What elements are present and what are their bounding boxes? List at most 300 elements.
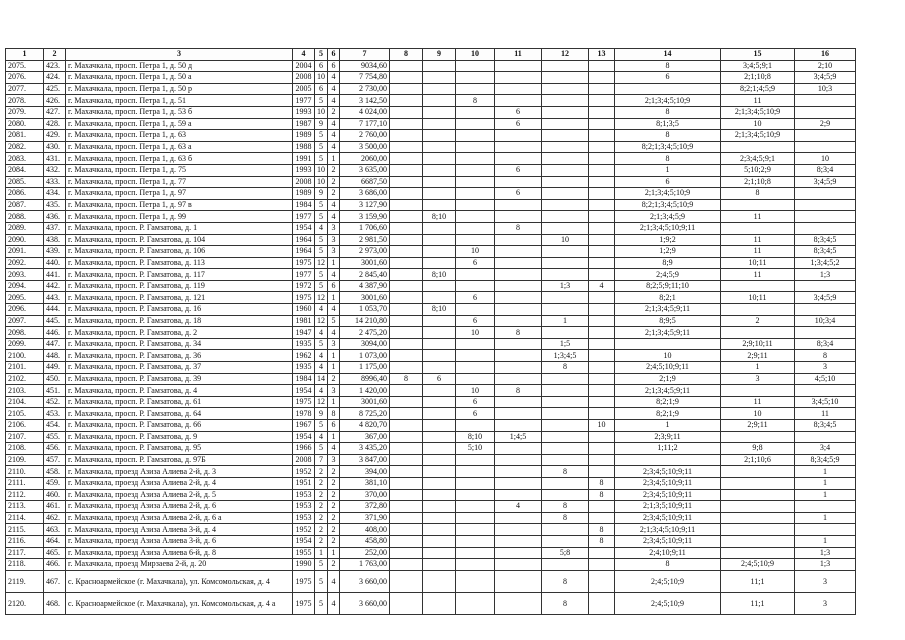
cell-area: 3 159,90: [340, 211, 390, 223]
cell-col-9: [423, 164, 456, 176]
cell-col-14: 8: [615, 60, 721, 72]
table-row: [6, 454, 856, 466]
cell-col-13: [589, 292, 615, 304]
cell-floors: 6: [315, 83, 328, 95]
cell-col-8: [390, 524, 423, 536]
cell-entrances: 4: [328, 570, 340, 592]
cell-col-12: [542, 431, 589, 443]
column-header-4: 4: [293, 49, 315, 61]
cell-col-10: [456, 164, 495, 176]
cell-reg-number: 2110.: [6, 466, 44, 478]
cell-col-10: [456, 524, 495, 536]
cell-col-14: 2;1;3;4;5;10;9;11: [615, 524, 721, 536]
cell-col-12: 8: [542, 362, 589, 374]
cell-col-9: 8;10: [423, 304, 456, 316]
cell-reg-number: 2120.: [6, 592, 44, 614]
cell-reg-number: 2084.: [6, 164, 44, 176]
cell-col-13: [589, 176, 615, 188]
cell-reg-number: 2097.: [6, 315, 44, 327]
cell-col-10: [456, 141, 495, 153]
cell-entrances: 2: [328, 106, 340, 118]
cell-col-10: 6: [456, 315, 495, 327]
cell-col-14: 8;2;1;3;4;5;10;9: [615, 141, 721, 153]
cell-col-15: 5;10;2;9: [721, 164, 795, 176]
cell-area: 372,80: [340, 501, 390, 513]
cell-col-10: 10: [456, 246, 495, 258]
cell-col-16: [795, 304, 856, 316]
cell-col-12: 8: [542, 466, 589, 478]
cell-col-16: 3;4;5;9: [795, 292, 856, 304]
cell-col-11: [495, 95, 542, 107]
cell-address: г. Махачкала, проезд Азиза Алиева 2-й, д. 3: [66, 466, 293, 478]
cell-col-9: [423, 222, 456, 234]
cell-col-11: 8: [495, 327, 542, 339]
cell-area: 2 760,00: [340, 130, 390, 142]
cell-local-number: 454.: [44, 420, 66, 432]
cell-col-12: [542, 269, 589, 281]
cell-col-14: 2;1;3;4;5;9;11: [615, 385, 721, 397]
cell-col-10: [456, 176, 495, 188]
cell-col-12: [542, 106, 589, 118]
cell-entrances: 3: [328, 234, 340, 246]
cell-address: г. Махачкала, просп. Петра 1, д. 77: [66, 176, 293, 188]
cell-local-number: 444.: [44, 304, 66, 316]
cell-col-15: [721, 385, 795, 397]
cell-year: 1967: [293, 420, 315, 432]
cell-col-14: [615, 83, 721, 95]
cell-col-13: [589, 512, 615, 524]
cell-reg-number: 2086.: [6, 188, 44, 200]
cell-col-12: [542, 95, 589, 107]
cell-floors: 2: [315, 524, 328, 536]
cell-col-10: 6: [456, 396, 495, 408]
cell-col-12: [542, 327, 589, 339]
cell-entrances: 3: [328, 246, 340, 258]
cell-area: 3 660,00: [340, 570, 390, 592]
cell-col-11: [495, 489, 542, 501]
cell-col-16: 3;4;5;9: [795, 72, 856, 84]
cell-local-number: 455.: [44, 431, 66, 443]
cell-area: 9034,60: [340, 60, 390, 72]
cell-col-8: [390, 176, 423, 188]
cell-col-13: [589, 570, 615, 592]
cell-col-16: 1: [795, 466, 856, 478]
cell-local-number: 448.: [44, 350, 66, 362]
cell-col-13: 8: [589, 477, 615, 489]
cell-year: 1988: [293, 141, 315, 153]
table-row: [6, 570, 856, 592]
cell-col-16: [795, 199, 856, 211]
column-header-8: 8: [390, 49, 423, 61]
cell-col-12: [542, 83, 589, 95]
cell-area: 8996,40: [340, 373, 390, 385]
cell-col-14: 6: [615, 72, 721, 84]
cell-col-10: [456, 211, 495, 223]
cell-year: 1977: [293, 211, 315, 223]
cell-col-12: [542, 304, 589, 316]
cell-col-10: 10: [456, 327, 495, 339]
cell-area: 394,00: [340, 466, 390, 478]
cell-col-9: [423, 408, 456, 420]
cell-col-16: 8: [795, 350, 856, 362]
cell-address: г. Махачкала, просп. Р. Гамзатова, д. 39: [66, 373, 293, 385]
cell-area: 2 981,50: [340, 234, 390, 246]
cell-floors: 4: [315, 431, 328, 443]
cell-col-9: [423, 315, 456, 327]
cell-local-number: 467.: [44, 570, 66, 592]
cell-col-15: 2;9;10;11: [721, 338, 795, 350]
cell-col-11: [495, 535, 542, 547]
cell-col-14: 2;4;5;9: [615, 269, 721, 281]
cell-col-10: [456, 118, 495, 130]
cell-col-15: 11: [721, 396, 795, 408]
cell-col-15: [721, 304, 795, 316]
table-row: [6, 118, 856, 130]
cell-address: г. Махачкала, просп. Р. Гамзатова, д. 18: [66, 315, 293, 327]
cell-col-12: [542, 396, 589, 408]
cell-col-9: [423, 199, 456, 211]
cell-col-15: 2;1;3;4;5;10;9: [721, 106, 795, 118]
cell-col-15: 2;4;5;10;9: [721, 559, 795, 571]
cell-year: 1990: [293, 559, 315, 571]
column-header-6: 6: [328, 49, 340, 61]
cell-col-11: 6: [495, 164, 542, 176]
cell-col-8: [390, 547, 423, 559]
cell-floors: 5: [315, 130, 328, 142]
cell-reg-number: 2095.: [6, 292, 44, 304]
column-header-15: 15: [721, 49, 795, 61]
cell-col-8: [390, 477, 423, 489]
cell-floors: 5: [315, 443, 328, 455]
cell-col-12: [542, 373, 589, 385]
cell-col-11: [495, 512, 542, 524]
cell-col-12: 10: [542, 234, 589, 246]
cell-col-9: [423, 141, 456, 153]
cell-col-14: 2;1;3;4;5;9;11: [615, 327, 721, 339]
cell-col-15: [721, 524, 795, 536]
table-row: [6, 362, 856, 374]
cell-col-11: [495, 234, 542, 246]
cell-col-16: 1;3: [795, 559, 856, 571]
cell-col-9: [423, 454, 456, 466]
table-row: [6, 559, 856, 571]
cell-col-8: [390, 269, 423, 281]
cell-col-16: 11: [795, 408, 856, 420]
cell-year: 1972: [293, 280, 315, 292]
cell-area: 4 024,00: [340, 106, 390, 118]
table-row: [6, 188, 856, 200]
cell-local-number: 449.: [44, 362, 66, 374]
cell-col-9: [423, 524, 456, 536]
cell-col-15: [721, 477, 795, 489]
table-row: [6, 141, 856, 153]
cell-col-8: [390, 535, 423, 547]
cell-area: 3094,00: [340, 338, 390, 350]
cell-col-9: [423, 130, 456, 142]
cell-col-11: [495, 292, 542, 304]
cell-col-10: [456, 60, 495, 72]
cell-local-number: 435.: [44, 199, 66, 211]
cell-floors: 1: [315, 547, 328, 559]
cell-local-number: 457.: [44, 454, 66, 466]
cell-col-15: 2;1;10;8: [721, 72, 795, 84]
cell-entrances: 2: [328, 164, 340, 176]
cell-col-16: 10: [795, 153, 856, 165]
cell-floors: 4: [315, 385, 328, 397]
cell-col-16: [795, 327, 856, 339]
cell-col-9: [423, 292, 456, 304]
cell-col-10: [456, 592, 495, 614]
cell-col-16: 3: [795, 570, 856, 592]
cell-col-11: [495, 466, 542, 478]
cell-col-9: [423, 83, 456, 95]
cell-address: г. Махачкала, просп. Р. Гамзатова, д. 34: [66, 338, 293, 350]
cell-col-8: [390, 466, 423, 478]
cell-local-number: 450.: [44, 373, 66, 385]
cell-col-10: [456, 304, 495, 316]
cell-year: 1952: [293, 466, 315, 478]
cell-col-11: [495, 420, 542, 432]
cell-col-16: [795, 501, 856, 513]
cell-local-number: 465.: [44, 547, 66, 559]
cell-reg-number: 2102.: [6, 373, 44, 385]
table-row: [6, 477, 856, 489]
cell-year: 1935: [293, 362, 315, 374]
cell-col-11: 8: [495, 222, 542, 234]
cell-col-14: 8;2;5;9;11;10: [615, 280, 721, 292]
cell-reg-number: 2114.: [6, 512, 44, 524]
cell-entrances: 4: [328, 443, 340, 455]
cell-col-15: [721, 547, 795, 559]
table-row: [6, 466, 856, 478]
cell-year: 1951: [293, 477, 315, 489]
cell-address: г. Махачкала, просп. Р. Гамзатова, д. 16: [66, 304, 293, 316]
cell-col-14: 2;4;5;10;9: [615, 570, 721, 592]
cell-floors: 4: [315, 304, 328, 316]
cell-col-8: [390, 350, 423, 362]
cell-entrances: 2: [328, 176, 340, 188]
cell-col-9: [423, 234, 456, 246]
cell-local-number: 466.: [44, 559, 66, 571]
cell-col-9: [423, 257, 456, 269]
cell-col-16: [795, 106, 856, 118]
cell-year: 1964: [293, 246, 315, 258]
cell-col-12: [542, 454, 589, 466]
cell-col-9: [423, 512, 456, 524]
cell-col-14: 1;9;2: [615, 234, 721, 246]
cell-col-13: [589, 222, 615, 234]
cell-col-13: [589, 454, 615, 466]
table-row: [6, 592, 856, 614]
cell-year: 1975: [293, 292, 315, 304]
cell-col-9: 8;10: [423, 269, 456, 281]
cell-col-15: [721, 141, 795, 153]
cell-col-14: 10: [615, 350, 721, 362]
cell-local-number: 438.: [44, 234, 66, 246]
cell-floors: 9: [315, 408, 328, 420]
cell-col-9: [423, 350, 456, 362]
cell-col-10: 6: [456, 408, 495, 420]
cell-reg-number: 2082.: [6, 141, 44, 153]
cell-col-8: [390, 130, 423, 142]
cell-col-9: [423, 420, 456, 432]
cell-address: г. Махачкала, просп. Р. Гамзатова, д. 64: [66, 408, 293, 420]
cell-year: 1989: [293, 188, 315, 200]
cell-col-14: 8: [615, 153, 721, 165]
cell-col-13: [589, 246, 615, 258]
cell-local-number: 442.: [44, 280, 66, 292]
cell-reg-number: 2085.: [6, 176, 44, 188]
cell-floors: 10: [315, 72, 328, 84]
cell-col-10: [456, 547, 495, 559]
cell-col-10: [456, 570, 495, 592]
cell-address: г. Махачкала, просп. Петра 1, д. 99: [66, 211, 293, 223]
cell-area: 8 725,20: [340, 408, 390, 420]
cell-col-13: [589, 118, 615, 130]
cell-col-14: 2;3;9;11: [615, 431, 721, 443]
cell-col-16: 3: [795, 362, 856, 374]
cell-col-14: 2;1;9: [615, 373, 721, 385]
cell-area: 2 730,00: [340, 83, 390, 95]
cell-address: г. Махачкала, просп. Р. Гамзатова, д. 106: [66, 246, 293, 258]
cell-col-13: [589, 257, 615, 269]
cell-col-9: [423, 188, 456, 200]
table-row: [6, 199, 856, 211]
cell-col-15: 11: [721, 269, 795, 281]
cell-address: г. Махачкала, просп. Р. Гамзатова, д. 1: [66, 222, 293, 234]
cell-col-15: 2;9;11: [721, 350, 795, 362]
cell-col-11: [495, 570, 542, 592]
table-row: [6, 280, 856, 292]
cell-floors: 2: [315, 501, 328, 513]
cell-year: 1952: [293, 524, 315, 536]
cell-entrances: 2: [328, 512, 340, 524]
cell-col-14: 2;4;5;10;9;11: [615, 362, 721, 374]
cell-address: г. Махачкала, проезд Азиза Алиева 2-й, д. 5: [66, 489, 293, 501]
cell-col-15: 10;11: [721, 257, 795, 269]
cell-reg-number: 2109.: [6, 454, 44, 466]
cell-col-11: [495, 246, 542, 258]
cell-floors: 5: [315, 559, 328, 571]
cell-entrances: 1: [328, 292, 340, 304]
cell-col-16: 10;3;4: [795, 315, 856, 327]
table-row: [6, 535, 856, 547]
cell-col-15: 10: [721, 408, 795, 420]
cell-col-10: [456, 130, 495, 142]
cell-entrances: 1: [328, 396, 340, 408]
cell-col-14: 2;3;4;5;10;9;11: [615, 535, 721, 547]
cell-entrances: 4: [328, 304, 340, 316]
cell-col-8: [390, 199, 423, 211]
cell-area: 458,80: [340, 535, 390, 547]
table-row: [6, 234, 856, 246]
cell-col-16: 1;3;4;5;2: [795, 257, 856, 269]
column-header-1: 1: [6, 49, 44, 61]
cell-local-number: 433.: [44, 176, 66, 188]
cell-col-9: [423, 431, 456, 443]
cell-floors: 5: [315, 269, 328, 281]
cell-col-10: 5;10: [456, 443, 495, 455]
table-row: [6, 315, 856, 327]
cell-floors: 5: [315, 234, 328, 246]
cell-col-11: [495, 396, 542, 408]
cell-col-8: [390, 431, 423, 443]
cell-area: 371,90: [340, 512, 390, 524]
cell-col-9: [423, 362, 456, 374]
cell-col-11: [495, 153, 542, 165]
cell-area: 381,10: [340, 477, 390, 489]
cell-area: 3 847,00: [340, 454, 390, 466]
cell-col-16: 8;3;4: [795, 338, 856, 350]
cell-col-11: [495, 350, 542, 362]
cell-col-10: [456, 512, 495, 524]
cell-floors: 5: [315, 570, 328, 592]
cell-col-11: 6: [495, 118, 542, 130]
cell-col-9: [423, 338, 456, 350]
cell-reg-number: 2089.: [6, 222, 44, 234]
table-row: [6, 512, 856, 524]
cell-col-11: [495, 592, 542, 614]
cell-address: г. Махачкала, просп. Р. Гамзатова, д. 66: [66, 420, 293, 432]
cell-col-15: [721, 501, 795, 513]
cell-col-8: [390, 257, 423, 269]
cell-col-10: [456, 454, 495, 466]
cell-col-8: [390, 396, 423, 408]
cell-col-14: 2;3;4;5;10;9;11: [615, 512, 721, 524]
cell-col-12: 5;8: [542, 547, 589, 559]
cell-col-10: [456, 280, 495, 292]
cell-col-8: [390, 408, 423, 420]
cell-col-15: [721, 535, 795, 547]
cell-col-15: [721, 199, 795, 211]
cell-col-11: 6: [495, 188, 542, 200]
cell-address: г. Махачкала, просп. Р. Гамзатова, д. 104: [66, 234, 293, 246]
cell-col-14: 2;1;3;4;5;10;9: [615, 95, 721, 107]
cell-address: г. Махачкала, просп. Петра 1, д. 50 д: [66, 60, 293, 72]
cell-year: 1964: [293, 234, 315, 246]
cell-address: г. Махачкала, просп. Петра 1, д. 53 б: [66, 106, 293, 118]
cell-col-11: [495, 315, 542, 327]
cell-entrances: 1: [328, 431, 340, 443]
table-row: [6, 489, 856, 501]
cell-col-16: 3;4;5;10: [795, 396, 856, 408]
cell-area: 3 500,00: [340, 141, 390, 153]
cell-col-8: [390, 60, 423, 72]
cell-col-12: 8: [542, 570, 589, 592]
table-row: [6, 83, 856, 95]
cell-address: г. Махачкала, просп. Петра 1, д. 50 а: [66, 72, 293, 84]
cell-area: 1 420,00: [340, 385, 390, 397]
table-row: [6, 420, 856, 432]
cell-address: г. Махачкала, проезд Мирзаева 2-й, д. 20: [66, 559, 293, 571]
cell-col-14: 2;3;4;5;10;9;11: [615, 489, 721, 501]
cell-col-13: [589, 315, 615, 327]
cell-local-number: 441.: [44, 269, 66, 281]
cell-year: 1975: [293, 570, 315, 592]
cell-col-11: [495, 338, 542, 350]
cell-local-number: 430.: [44, 141, 66, 153]
cell-year: 1975: [293, 257, 315, 269]
cell-reg-number: 2088.: [6, 211, 44, 223]
cell-floors: 5: [315, 153, 328, 165]
cell-col-11: [495, 269, 542, 281]
cell-floors: 5: [315, 280, 328, 292]
cell-entrances: 1: [328, 547, 340, 559]
column-header-16: 16: [795, 49, 856, 61]
cell-col-15: 2: [721, 315, 795, 327]
cell-address: г. Махачкала, просп. Петра 1, д. 63 а: [66, 141, 293, 153]
table-row: [6, 350, 856, 362]
